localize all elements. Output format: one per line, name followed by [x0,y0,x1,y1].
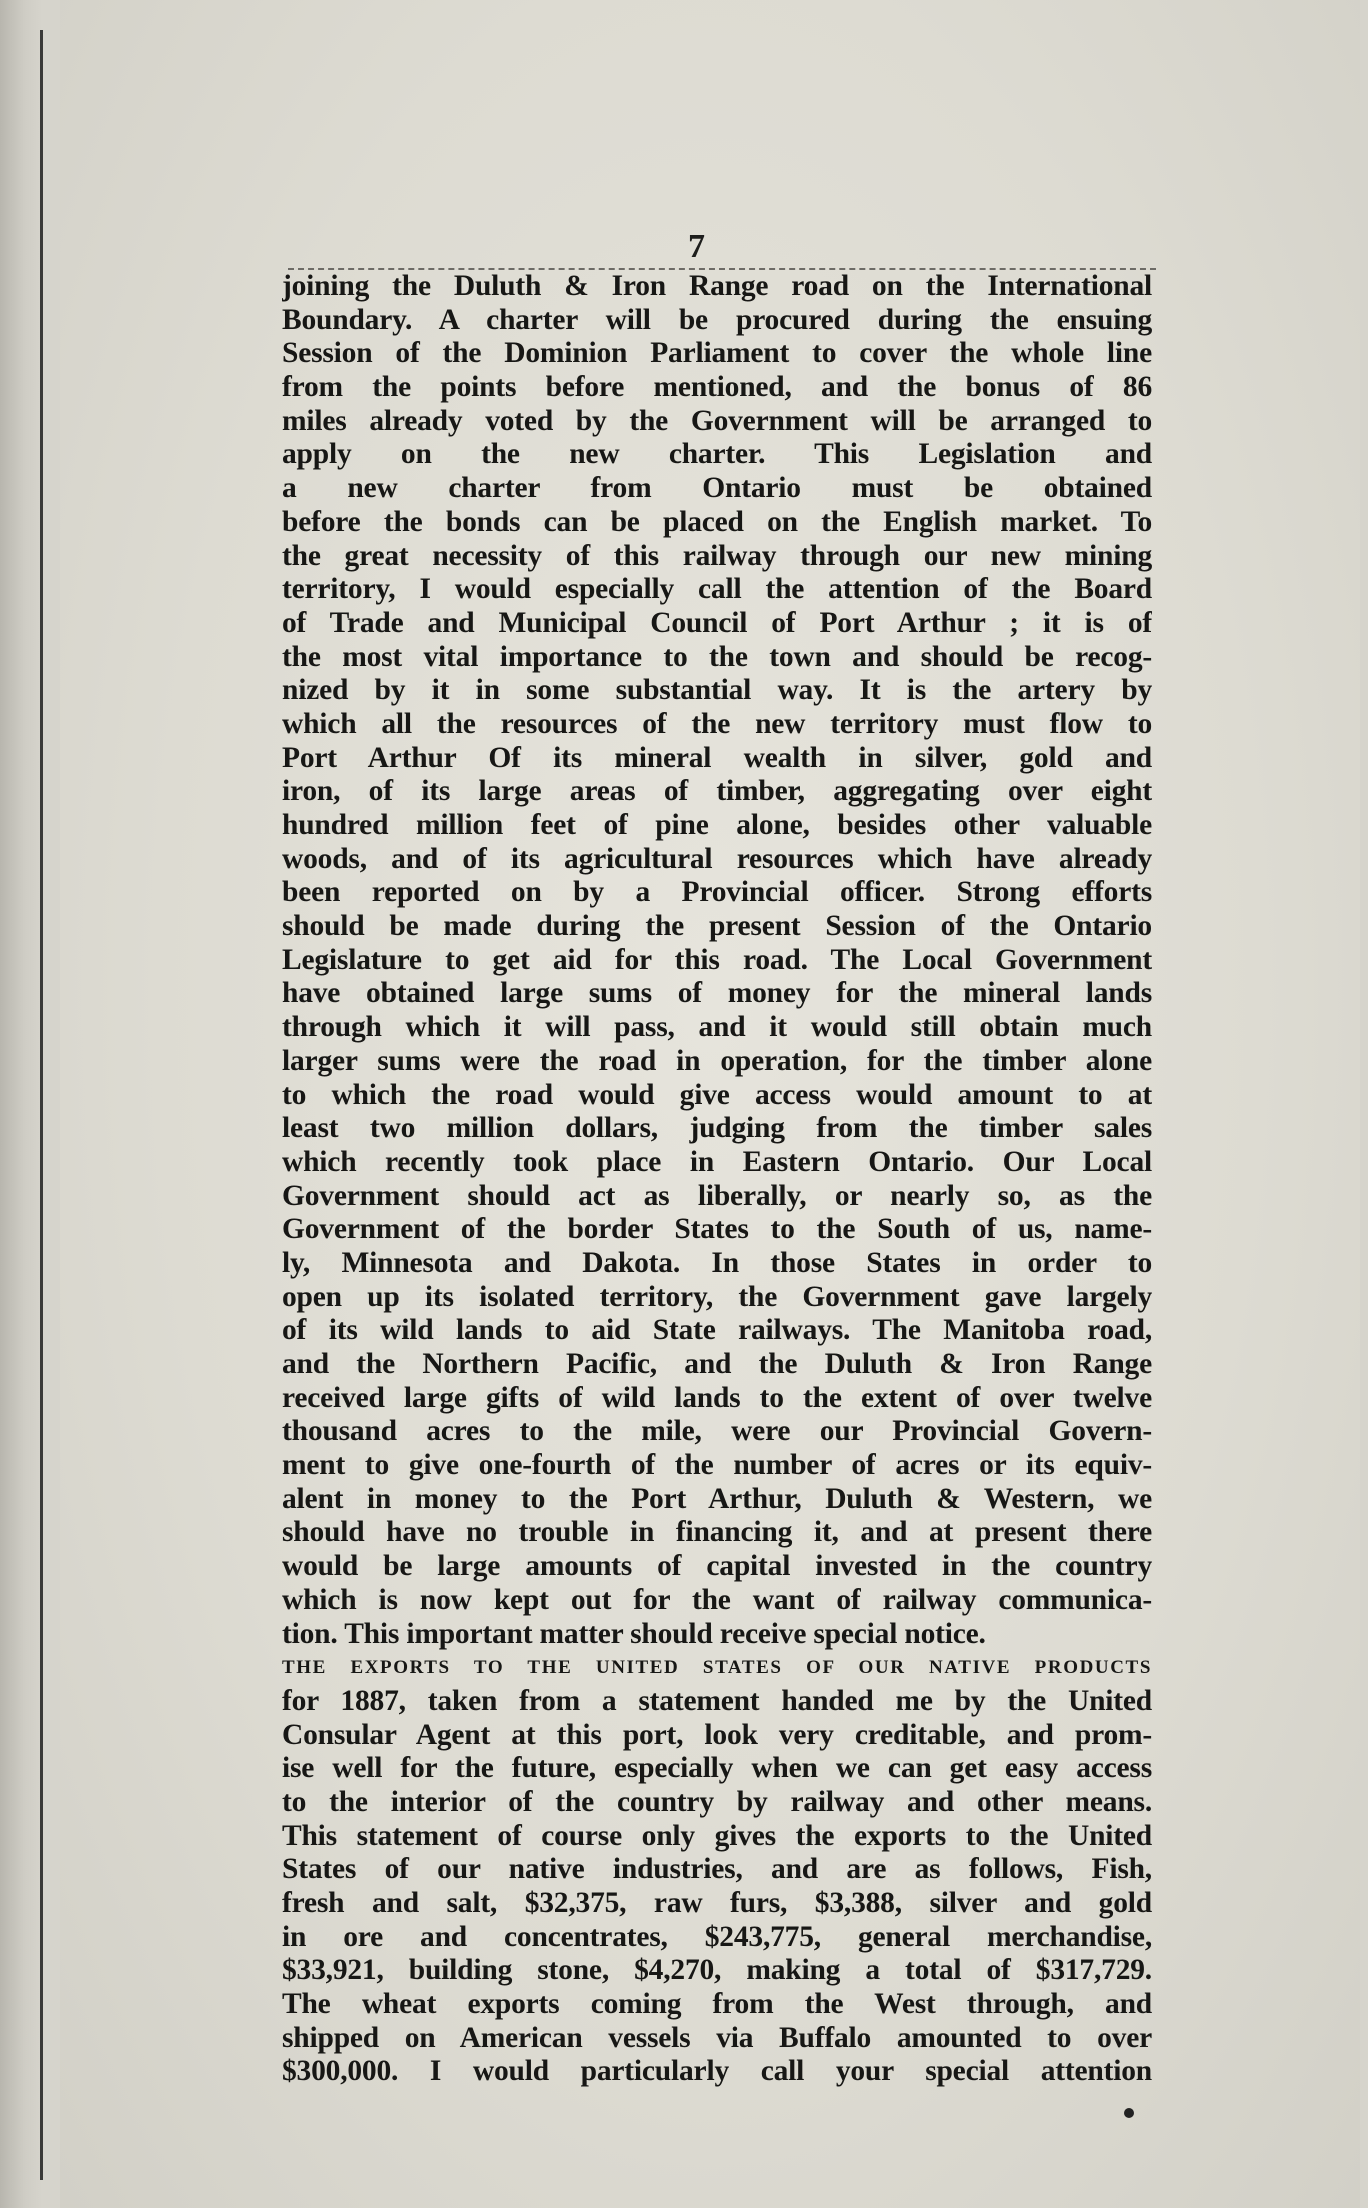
text-line: the most vital importance to the town and should be recog- [282,640,1152,673]
scan-margin [0,0,42,2208]
text-line: miles already voted by the Government will be arranged to [282,404,1152,437]
text-line: hundred million feet of pine alone, besides other valuable [282,809,1152,841]
text-line: Government of the border States to the South of us, name- [282,1213,1152,1246]
text-line: woods, and of its agricultural resources which have already [282,842,1152,875]
document-page [60,0,1360,2208]
text-line: Consular Agent at this port, look very creditable, and prom- [282,1718,1152,1751]
text-line: would be large amounts of capital invested in the country [282,1550,1152,1583]
text-line: ly, Minnesota and Dakota. In those States in order to [282,1246,1152,1279]
text-line: should be made during the present Session of the Ontario [282,910,1152,943]
text-line: Government should act as liberally, or nearly so, as the [282,1179,1152,1212]
text-line: ise well for the future, especially when we can get easy access [282,1752,1152,1785]
text-line: before the bonds can be placed on the English market. To [282,505,1152,538]
text-line: alent in money to the Port Arthur, Duluth & Western, we [282,1482,1152,1515]
text-line: of Trade and Municipal Council of Port Arthur ; it is of [282,606,1152,639]
text-line: joining the Duluth & Iron Range road on the International [282,270,1152,302]
text-line: received large gifts of wild lands to the extent of over twelve [282,1381,1152,1414]
text-line: This statement of course only gives the exports to the United [282,1819,1152,1852]
text-line: Session of the Dominion Parliament to cover the whole line [282,337,1152,370]
text-line: THE EXPORTS TO THE UNITED STATES OF OUR NATIVE PRODUCTS [282,1657,1152,1679]
text-line: the great necessity of this railway through our new mining [282,539,1152,572]
text-line: which recently took place in Eastern Ontario. Our Local [282,1145,1152,1178]
binding-edge [40,30,43,2180]
text-line: in ore and concentrates, $243,775, general merchandise, [282,1920,1152,1953]
text-line: open up its isolated territory, the Government gave largely [282,1280,1152,1313]
text-line: fresh and salt, $32,375, raw furs, $3,388, silver and gold [282,1887,1152,1919]
text-line: and the Northern Pacific, and the Duluth & Iron Range [282,1348,1152,1380]
text-line: a new charter from Ontario must be obtained [282,472,1152,505]
text-line: territory, I would especially call the attention of the Board [282,573,1152,606]
text-line: for 1887, taken from a statement handed me by the United [282,1684,1152,1717]
text-line: $300,000. I would particularly call your special attention [282,2055,1152,2088]
text-line: to the interior of the country by railway and other means. [282,1785,1152,1818]
text-line: thousand acres to the mile, were our Provincial Govern- [282,1415,1152,1448]
text-line: larger sums were the road in operation, for the timber alone [282,1044,1152,1077]
text-line: nized by it in some substantial way. It is the artery by [282,674,1152,707]
text-line: shipped on American vessels via Buffalo amounted to over [282,2021,1152,2054]
body-text [282,270,1152,2089]
page-number: 7 [688,228,705,265]
text-line: Port Arthur Of its mineral wealth in silver, gold and [282,741,1152,774]
text-line: The wheat exports coming from the West through, and [282,1988,1152,2021]
text-line: of its wild lands to aid State railways. The Manitoba road, [282,1314,1152,1347]
text-line: iron, of its large areas of timber, aggregating over eight [282,775,1152,808]
text-line: $33,921, building stone, $4,270, making a total of $317,729. [282,1954,1152,1987]
text-line: apply on the new charter. This Legislation and [282,438,1152,471]
text-line: Boundary. A charter will be procured during the ensuing [282,303,1152,336]
text-line: have obtained large sums of money for the mineral lands [282,977,1152,1010]
text-line: should have no trouble in financing it, and at present there [282,1516,1152,1549]
text-line: to which the road would give access would amount to at [282,1078,1152,1111]
text-line: been reported on by a Provincial officer. Strong efforts [282,876,1152,909]
text-line: from the points before mentioned, and the bonus of 86 [282,371,1152,404]
text-line: ment to give one-fourth of the number of acres or its equiv- [282,1449,1152,1482]
text-line: through which it will pass, and it would still obtain much [282,1011,1152,1044]
text-line: States of our native industries, and are as follows, Fish, [282,1853,1152,1886]
text-line: which is now kept out for the want of railway communica- [282,1583,1152,1616]
text-line: which all the resources of the new territory must flow to [282,707,1152,740]
text-line: tion. This important matter should receive special notice. [282,1617,986,1650]
ink-spot [1124,2108,1134,2118]
text-line: least two million dollars, judging from the timber sales [282,1112,1152,1145]
text-line: Legislature to get aid for this road. The Local Government [282,943,1152,976]
